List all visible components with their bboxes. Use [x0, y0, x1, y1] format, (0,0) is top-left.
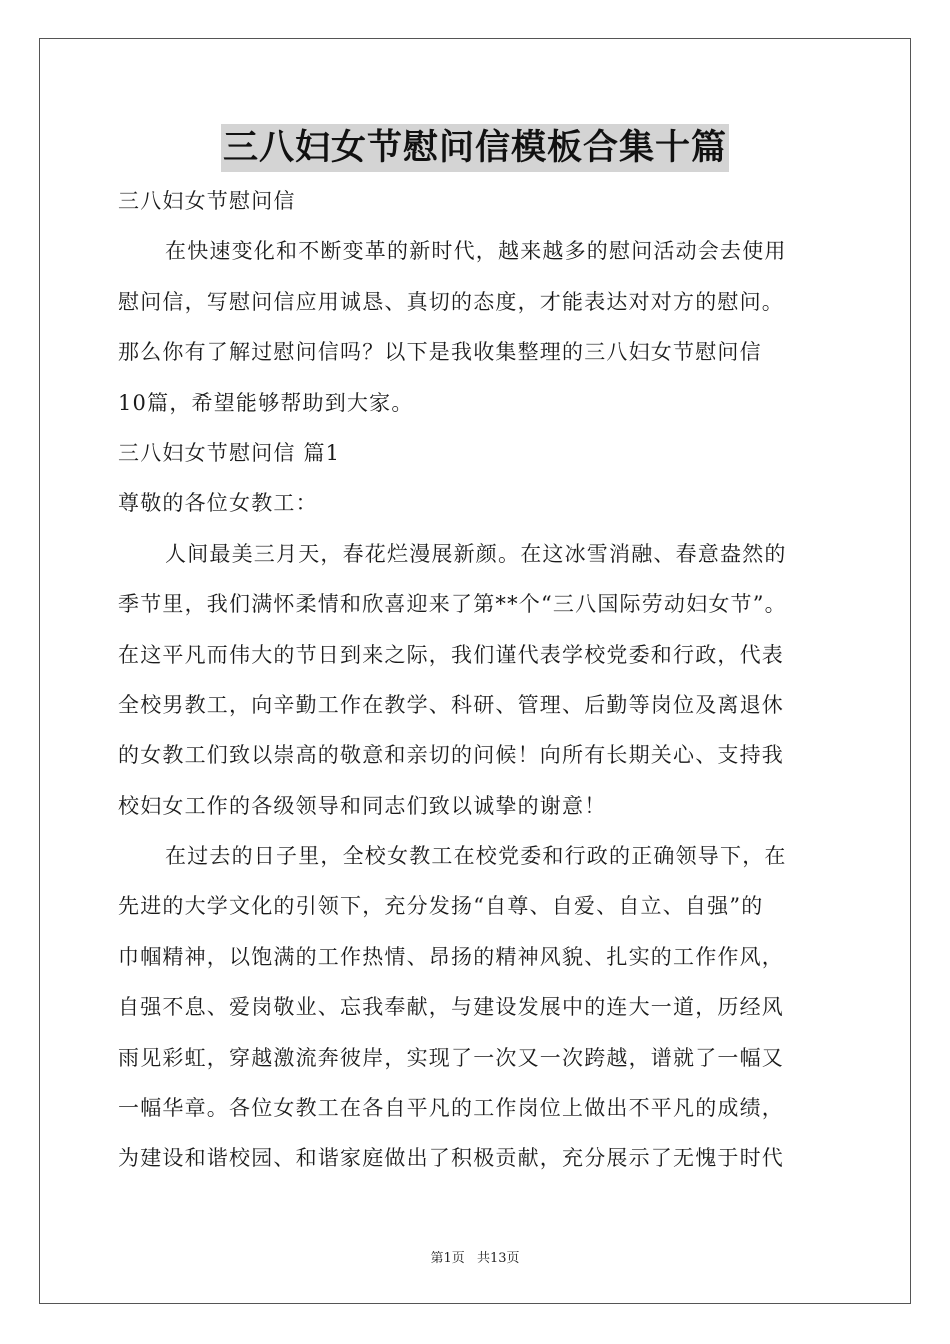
document-title: 三八妇女节慰问信模板合集十篇 — [221, 124, 729, 172]
text-line: 的女教工们致以崇高的敬意和亲切的问候！向所有长期关心、支持我 — [118, 743, 784, 768]
text-line: 巾帼精神，以饱满的工作热情、昂扬的精神风貌、扎实的工作作风， — [118, 944, 784, 969]
text-line: 三八妇女节慰问信 篇1 — [118, 440, 341, 465]
text-line: 为建设和谐校园、和谐家庭做出了积极贡献，充分展示了无愧于时代 — [118, 1146, 784, 1171]
text-line: 在快速变化和不断变革的新时代，越来越多的慰问活动会去使用 — [165, 239, 787, 264]
text-line: 尊敬的各位女教工： — [118, 491, 318, 516]
page-total: 共13页 — [476, 1251, 520, 1266]
text-line: 在这平凡而伟大的节日到来之际，我们谨代表学校党委和行政，代表 — [118, 642, 784, 667]
text-line: 慰问信，写慰问信应用诚恳、真切的态度，才能表达对对方的慰问。 — [118, 289, 784, 314]
text-line: 校妇女工作的各级领导和同志们致以诚挚的谢意！ — [118, 793, 607, 818]
text-line: 一幅华章。各位女教工在各自平凡的工作岗位上做出不平凡的成绩， — [118, 1096, 784, 1121]
page-footer — [0, 1247, 950, 1266]
text-line: 先进的大学文化的引领下，充分发扬“自尊、自爱、自立、自强”的 — [118, 894, 764, 919]
document-body — [118, 176, 834, 1184]
text-line: 全校男教工，向辛勤工作在教学、科研、管理、后勤等岗位及离退休 — [118, 692, 784, 717]
text-line: 在过去的日子里，全校女教工在校党委和行政的正确领导下，在 — [165, 844, 787, 869]
text-line: 10篇，希望能够帮助到大家。 — [118, 390, 414, 415]
text-line: 雨见彩虹，穿越激流奔彼岸，实现了一次又一次跨越，谱就了一幅又 — [118, 1045, 784, 1070]
text-line: 人间最美三月天，春花烂漫展新颜。在这冰雪消融、春意盎然的 — [165, 541, 787, 566]
text-line: 自强不息、爱岗敬业、忘我奉献，与建设发展中的连大一道，历经风 — [118, 995, 784, 1020]
page-number: 第1页 — [430, 1251, 465, 1266]
text-line: 三八妇女节慰问信 — [118, 189, 296, 213]
title-container — [0, 124, 950, 172]
text-line: 那么你有了解过慰问信吗？以下是我收集整理的三八妇女节慰问信 — [118, 340, 762, 365]
text-line: 季节里，我们满怀柔情和欣喜迎来了第**个“三八国际劳动妇女节”。 — [118, 592, 787, 617]
